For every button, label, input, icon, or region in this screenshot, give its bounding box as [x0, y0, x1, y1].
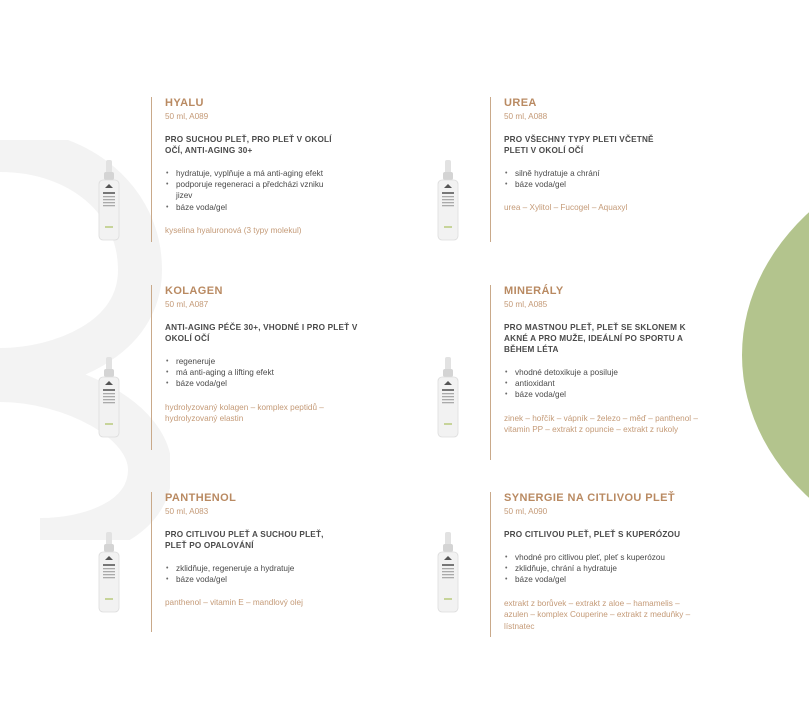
ingredients-text: zinek – hořčík – vápník – železo – měď – panthenol – vitamin PP – extrakt z opuncie – extrakt z rukoly: [504, 413, 698, 435]
benefit-list: [504, 552, 704, 586]
ingredients-text: panthenol – vitamin E – mandlový olej: [165, 598, 303, 608]
benefit-item: • zklidňuje, regeneruje a hydratuje: [165, 563, 355, 574]
product-volume-code: 50 ml, A089: [165, 112, 209, 121]
benefit-item: • vhodné detoxikuje a posiluje: [504, 367, 694, 378]
product-headline: PRO CITLIVOU PLEŤ A SUCHOU PLEŤ, PLEŤ PO OPALOVÁNÍ: [165, 530, 324, 550]
benefit-item: • regeneruje: [165, 356, 355, 367]
product-name: KOLAGEN: [165, 285, 223, 297]
benefit-item: • báze voda/gel: [504, 389, 694, 400]
benefit-item: • má anti-aging a lifting efekt: [165, 367, 355, 378]
benefit-item: • vhodné pro citlivou pleť, pleť s kuperózou: [504, 552, 704, 563]
logo-watermark: [0, 140, 170, 540]
product-volume-code: 50 ml, A090: [504, 507, 548, 516]
card-divider: [490, 492, 491, 637]
benefit-list: [165, 168, 355, 213]
product-card-mineraly: [504, 285, 804, 436]
benefit-item: • podporuje regeneraci a předcházi vzniku jizev: [165, 179, 326, 201]
serum-bottle-icon: [434, 357, 462, 439]
benefit-list: [504, 168, 694, 190]
card-divider: [490, 285, 491, 460]
product-headline: PRO CITLIVOU PLEŤ, PLEŤ S KUPERÓZOU: [504, 530, 681, 539]
product-card-kolagen: [165, 285, 465, 425]
product-volume-code: 50 ml, A085: [504, 300, 548, 309]
serum-bottle-icon: [95, 357, 123, 439]
product-card-synergie: [504, 492, 804, 632]
product-headline: PRO VŠECHNY TYPY PLETI VČETNĚ PLETI V OKOLÍ OČÍ: [504, 135, 654, 155]
product-name: HYALU: [165, 97, 204, 109]
benefit-item: • báze voda/gel: [504, 574, 704, 585]
benefit-item: • báze voda/gel: [165, 378, 355, 389]
benefit-item: • zklidňuje, chrání a hydratuje: [504, 563, 704, 574]
product-volume-code: 50 ml, A087: [165, 300, 209, 309]
product-card-panthenol: [165, 492, 465, 609]
serum-bottle-icon: [434, 532, 462, 614]
benefit-list: [165, 563, 355, 585]
product-volume-code: 50 ml, A083: [165, 507, 209, 516]
benefit-item: • báze voda/gel: [165, 202, 355, 213]
benefit-list: [504, 367, 694, 401]
product-headline: PRO MASTNOU PLEŤ, PLEŤ SE SKLONEM K AKNÉ A PRO MUŽE, IDEÁLNÍ PO SPORTU A BĚHEM LÉTA: [504, 323, 686, 354]
product-volume-code: 50 ml, A088: [504, 112, 548, 121]
product-name: UREA: [504, 97, 537, 109]
product-headline: ANTI-AGING PÉČE 30+, VHODNÉ I PRO PLEŤ V OKOLÍ OČÍ: [165, 323, 358, 343]
product-headline: PRO SUCHOU PLEŤ, PRO PLEŤ V OKOLÍ OČÍ, ANTI-AGING 30+: [165, 135, 332, 155]
benefit-item: • antioxidant: [504, 378, 694, 389]
serum-bottle-icon: [434, 160, 462, 242]
card-divider: [490, 97, 491, 242]
benefit-item: • hydratuje, vyplňuje a má anti-aging efekt: [165, 168, 355, 179]
serum-bottle-icon: [95, 532, 123, 614]
benefit-item: • silně hydratuje a chrání: [504, 168, 694, 179]
product-card-urea: [504, 97, 804, 214]
product-name: PANTHENOL: [165, 492, 237, 504]
ingredients-text: kyselina hyaluronová (3 typy molekul): [165, 225, 302, 235]
card-divider: [151, 97, 152, 242]
card-divider: [151, 285, 152, 450]
benefit-item: • báze voda/gel: [504, 179, 694, 190]
ingredients-text: hydrolyzovaný kolagen – komplex peptidů – hydrolyzovaný elastin: [165, 402, 324, 424]
serum-bottle-icon: [95, 160, 123, 242]
product-name: SYNERGIE NA CITLIVOU PLEŤ: [504, 492, 675, 504]
ingredients-text: urea – Xylitol – Fucogel – Aquaxyl: [504, 203, 628, 213]
ingredients-text: extrakt z borůvek – extrakt z aloe – hamamelis – azulen – komplex Couperine – extrakt z meduňky – lístnatec: [504, 598, 691, 631]
product-card-hyalu: [165, 97, 465, 236]
benefit-list: [165, 356, 355, 390]
product-name: MINERÁLY: [504, 285, 564, 297]
benefit-item: • báze voda/gel: [165, 574, 355, 585]
card-divider: [151, 492, 152, 632]
